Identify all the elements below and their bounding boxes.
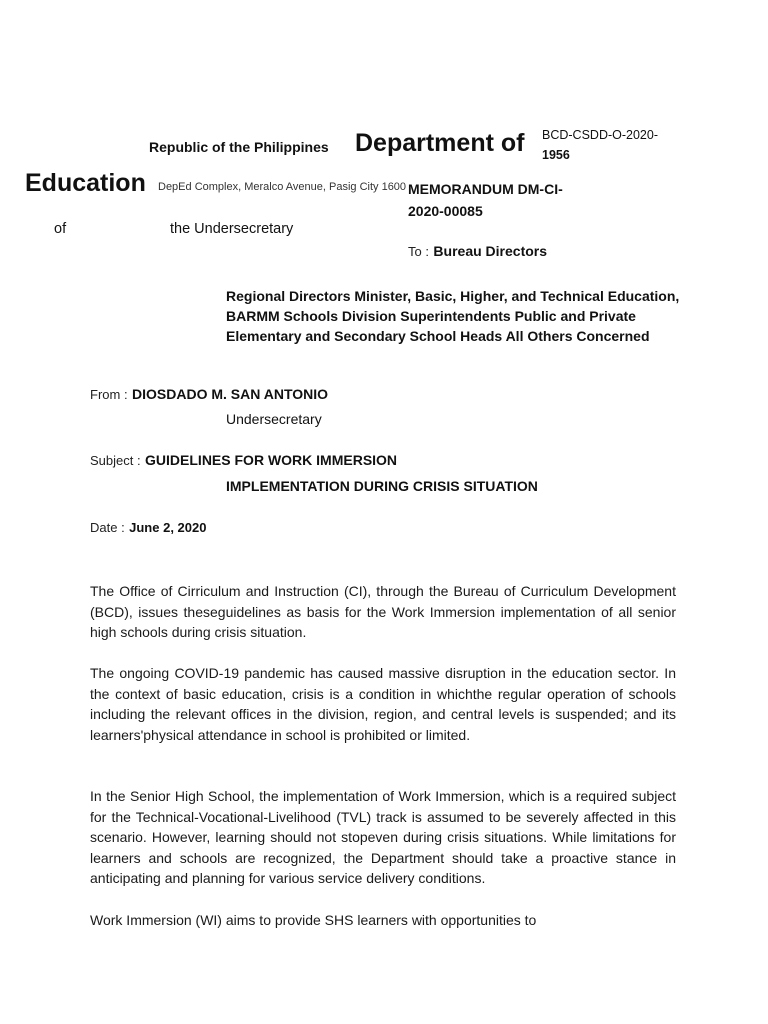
address-line: DepEd Complex, Meralco Avenue, Pasig City 1600 bbox=[158, 181, 407, 193]
to-recipient-line: BARMM Schools Division Superintendents Public and Private bbox=[226, 308, 636, 324]
memo-number-line2: 2020-00085 bbox=[408, 203, 483, 219]
from-name: DIOSDADO M. SAN ANTONIO bbox=[132, 386, 329, 402]
subject-row bbox=[90, 452, 397, 470]
reference-code-line1: BCD-CSDD-O-2020- bbox=[542, 128, 658, 142]
to-recipient-line: Elementary and Secondary School Heads All Others Concerned bbox=[226, 328, 650, 344]
body-paragraph-2: The ongoing COVID-19 pandemic has caused massive disruption in the education sector. In the context of basic education, crisis is a condition in whichthe regular operation of schools including the relevant offices in the division, region, and central levels is suspended; and its learners'physical attendance in school is prohibited or limited. bbox=[90, 665, 676, 743]
body-paragraph-1: The Office of Cirriculum and Instruction (CI), through the Bureau of Curriculum Development (BCD), issues theseguidelines as basis for the Work Immersion implementation of all senior high schools during crisis situation. bbox=[90, 583, 676, 641]
department-title-line2: Education bbox=[25, 169, 146, 197]
office-name: the Undersecretary bbox=[170, 221, 294, 237]
republic-line: Republic of the Philippines bbox=[149, 139, 329, 155]
subject-line2: IMPLEMENTATION DURING CRISIS SITUATION bbox=[226, 478, 538, 494]
subject-line1: GUIDELINES FOR WORK IMMERSION bbox=[145, 452, 398, 468]
office-of-label: of bbox=[54, 221, 67, 237]
reference-code-line2: 1956 bbox=[542, 148, 570, 162]
department-title-line1: Department of bbox=[355, 129, 525, 157]
body-paragraph-4: Work Immersion (WI) aims to provide SHS learners with opportunities to bbox=[90, 912, 537, 928]
subject-label: Subject : bbox=[90, 453, 141, 468]
memo-number-line1: MEMORANDUM DM-CI- bbox=[408, 181, 563, 197]
to-primary: Bureau Directors bbox=[433, 243, 548, 259]
from-label: From : bbox=[90, 387, 128, 402]
to-label: To : bbox=[408, 244, 429, 259]
date-row bbox=[90, 519, 206, 537]
from-row bbox=[90, 386, 328, 404]
from-title: Undersecretary bbox=[226, 411, 322, 427]
date-value: June 2, 2020 bbox=[129, 520, 207, 535]
date-label: Date : bbox=[90, 520, 125, 535]
body-paragraph-3: In the Senior High School, the implementation of Work Immersion, which is a required subject for the Technical-Vocational-Livelihood (TVL) track is assumed to be severely affected in this scenario. However, learning should not stopeven during crisis situations. While limitations for learners and schools are recognized, the Department should take a proactive stance in anticipating and planning for various service delivery conditions. bbox=[90, 788, 676, 887]
to-row bbox=[408, 243, 547, 261]
to-recipient-line: Regional Directors Minister, Basic, Higher, and Technical Education, bbox=[226, 288, 680, 304]
